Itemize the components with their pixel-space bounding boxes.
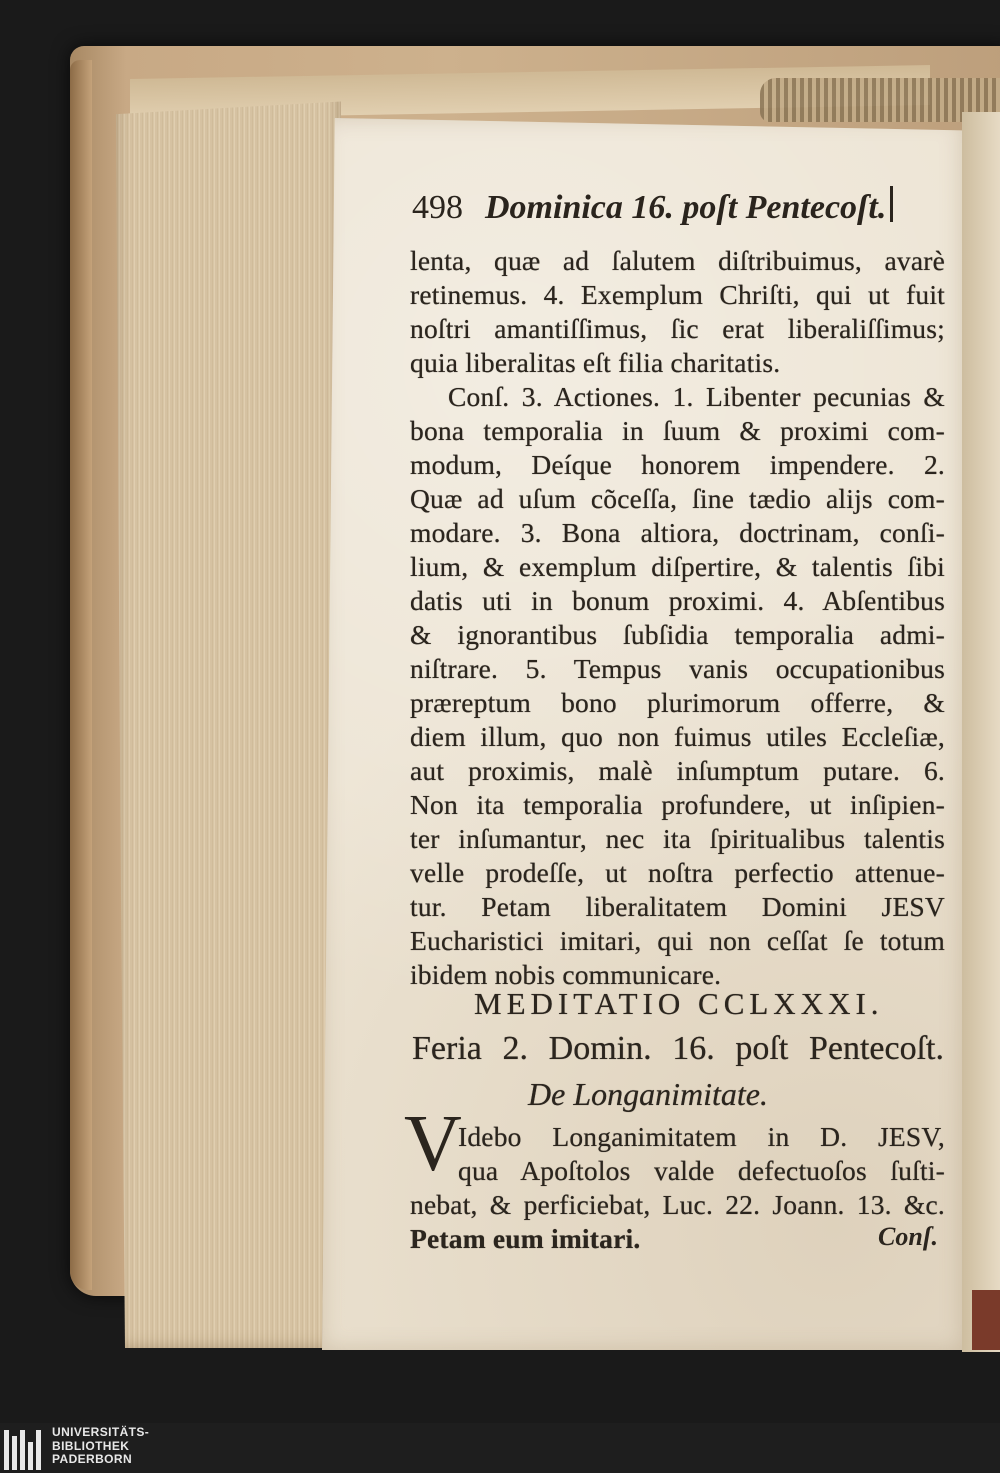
- text-line: nebat, & perficiebat, Luc. 22. Joann. 13. &c.: [410, 1189, 945, 1220]
- feria-heading: Feria 2. Domin. 16. poſt Pentecoſt.: [412, 1030, 944, 1067]
- text-line: velle prodeſſe, ut noſtra perfectio attenue-: [410, 857, 945, 888]
- page-number: 498: [412, 189, 463, 226]
- text-line: ter inſumantur, nec ita ſpiritualibus talentis: [410, 823, 945, 854]
- catchword: Conſ.: [878, 1222, 938, 1251]
- running-title: Dominica 16. poſt Pentecoſt.: [485, 189, 887, 226]
- text-line: modum, Deíque honorem impendere. 2.: [410, 449, 945, 480]
- book-spine: [70, 60, 92, 1290]
- text-line: tur. Petam liberalitatem Domini JESV: [410, 891, 945, 922]
- text-line: lenta, quæ ad ſalutem diſtribuimus, avarè: [410, 245, 945, 276]
- meditation-heading: MEDITATIO CCLXXXI.: [474, 986, 884, 1021]
- meditation-subtitle: De Longanimitate.: [528, 1076, 768, 1112]
- facing-page-edge: [962, 112, 1000, 1352]
- facing-page-strip: [972, 1290, 1000, 1350]
- text-line: ibidem nobis communicare.: [410, 959, 722, 990]
- text-line: bona temporalia in ſuum & proximi com-: [410, 415, 945, 446]
- text-line: qua Apoſtolos valde defectuoſos ſuſti-: [458, 1155, 945, 1186]
- text-line: Eucharistici imitari, qui non ceſſat ſe totum: [410, 925, 945, 956]
- head-rule: [890, 186, 893, 222]
- text-line: Conſ. 3. Actiones. 1. Libenter pecunias &: [448, 381, 945, 412]
- text-line: noſtri amantiſſimus, ſic erat liberaliſſimus;: [410, 313, 945, 344]
- text-line: Petam eum imitari.: [410, 1223, 641, 1254]
- text-line: modare. 3. Bona altiora, doctrinam, conſi-: [410, 517, 945, 548]
- text-line: præreptum bono plurimorum offerre, &: [410, 687, 945, 718]
- running-head: [412, 186, 942, 230]
- text-line: aut proximis, malè inſumptum putare. 6.: [410, 755, 945, 786]
- text-line: Idebo Longanimitatem in D. JESV,: [458, 1121, 945, 1152]
- text-line: niſtrare. 5. Tempus vanis occupationibus: [410, 653, 945, 684]
- text-line: diem illum, quo non fuimus utiles Eccleſiæ,: [410, 721, 945, 752]
- text-line: & ignorantibus ſubſidia temporalia admi-: [410, 619, 945, 650]
- text-line: Quæ ad uſum cõceſſa, ſine tædio alijs com-: [410, 483, 945, 514]
- text-line: Non ita temporalia profundere, ut inſipien-: [410, 789, 945, 820]
- text-line: datis uti in bonum proximi. 4. Abſentibus: [410, 585, 945, 616]
- text-line: lium, & exemplum diſpertire, & talentis ſibi: [410, 551, 945, 582]
- text-line: retinemus. 4. Exemplum Chriſti, qui ut fuit: [410, 279, 945, 310]
- drop-cap: V: [404, 1100, 462, 1188]
- library-logo-icon: [4, 1428, 44, 1470]
- text-line: quia liberalitas eſt filia charitatis.: [410, 347, 781, 378]
- page-stack: [116, 76, 341, 1348]
- library-name: UNIVERSITÄTS- BIBLIOTHEK PADERBORN: [52, 1425, 150, 1466]
